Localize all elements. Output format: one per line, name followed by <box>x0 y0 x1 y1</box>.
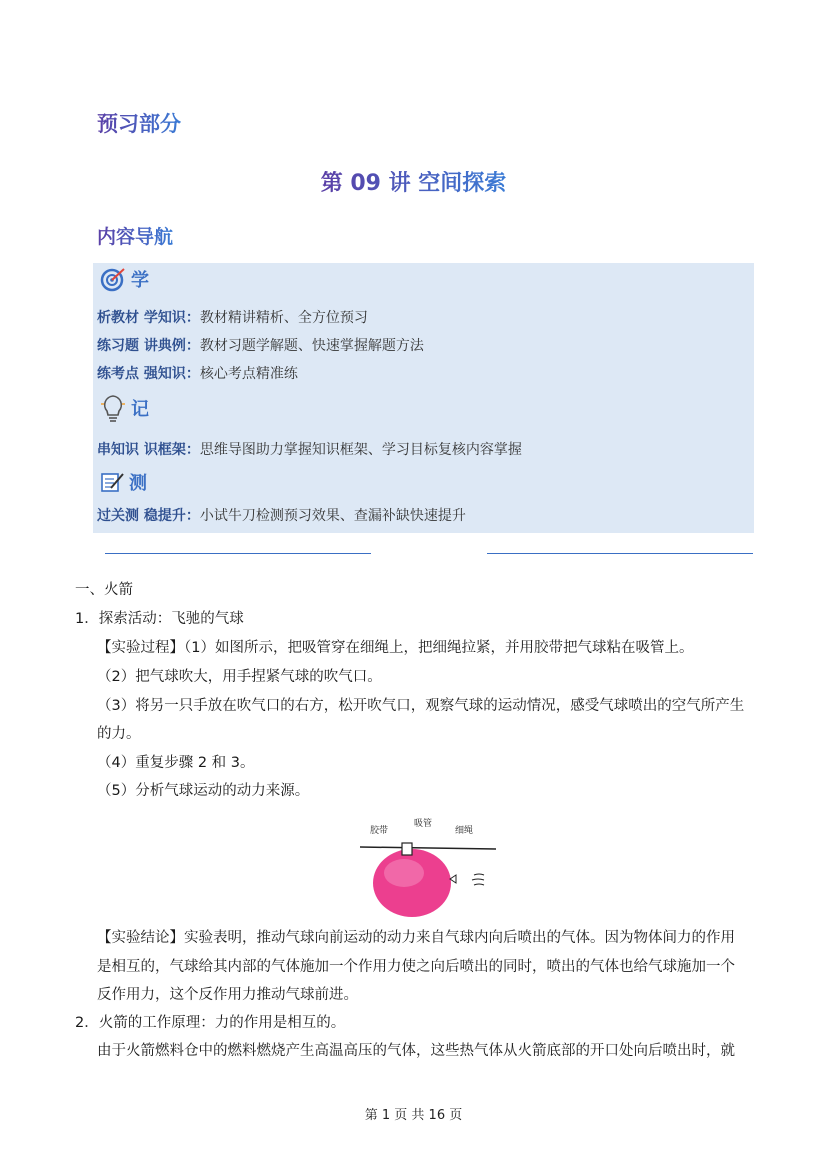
item-2-text: 由于火箭燃料仓中的燃料燃烧产生高温高压的气体，这些热气体从火箭底部的开口处向后喷出时，就 <box>97 1043 735 1059</box>
preview-title: 预习部分 <box>97 108 181 138</box>
straw-shape <box>402 843 412 855</box>
label-string: 细绳 <box>455 826 474 836</box>
section-heading-rocket: 一、火箭 <box>75 582 133 598</box>
string-line <box>360 847 496 849</box>
airflow-marks <box>472 874 484 885</box>
label-straw: 吸管 <box>414 819 433 829</box>
learn-label: 学 <box>131 270 149 291</box>
lesson-title <box>0 166 827 197</box>
nav-row-keypoints: 练考点 强知识：核心考点精准练 <box>97 366 298 382</box>
divider-label <box>105 540 753 565</box>
content-navigation-panel <box>93 263 754 533</box>
page-footer: 第 1 页 共 16 页 <box>364 1108 463 1123</box>
lesson-title-text: 第 09 讲 空间探索 <box>320 171 507 196</box>
step-text: （3）将另一只手放在吹气口的右方，松开吹气口，观察气球的运动情况，感受气球喷出的空气所产生 <box>97 698 745 714</box>
conclusion-text: 反作用力，这个反作用力推动气球前进。 <box>97 987 358 1003</box>
section-divider <box>105 540 753 566</box>
item-2-title: 2．火箭的工作原理：力的作用是相互的。 <box>75 1015 346 1031</box>
item-1-title: 1．探索活动：飞驰的气球 <box>75 611 244 627</box>
lightbulb-icon <box>99 392 127 424</box>
step-text: （4）重复步骤 2 和 3。 <box>97 755 255 771</box>
notepad-pencil-icon <box>99 470 125 494</box>
step-text: （2）把气球吹大，用手捏紧气球的吹气口。 <box>97 669 382 685</box>
nav-row-framework: 串知识 识框架：思维导图助力掌握知识框架、学习目标复核内容掌握 <box>97 442 522 458</box>
step-text: （5）分析气球运动的动力来源。 <box>97 783 310 799</box>
nav-row-practice: 练习题 讲典例：教材习题学解题、快速掌握解题方法 <box>97 338 424 354</box>
test-header <box>99 469 147 495</box>
nav-row-checkpoint: 过关测 稳提升：小试牛刀检测预习效果、查漏补缺快速提升 <box>97 508 466 524</box>
learn-header <box>99 266 149 292</box>
target-icon <box>99 266 127 292</box>
test-label: 测 <box>129 473 147 494</box>
label-tape: 胶带 <box>370 826 389 836</box>
nav-row-analyze: 析教材 学知识：教材精讲精析、全方位预习 <box>97 310 368 326</box>
conclusion-text: 【实验结论】实验表明，推动气球向前运动的动力来自气球内向后喷出的气体。因为物体间力的作用 <box>97 930 735 946</box>
step-text: 的力。 <box>97 726 141 742</box>
balloon-experiment-figure <box>358 815 498 920</box>
remember-label: 记 <box>131 399 149 420</box>
nav-title: 内容导航 <box>97 222 173 249</box>
remember-header <box>99 392 149 424</box>
step-text: 【实验过程】（1）如图所示，把吸管穿在细绳上，把细绳拉紧，并用胶带把气球粘在吸管上。 <box>97 640 694 656</box>
conclusion-text: 是相互的，气球给其内部的气体施加一个作用力使之向后喷出的同时，喷出的气体也给气球施加一个 <box>97 959 735 975</box>
